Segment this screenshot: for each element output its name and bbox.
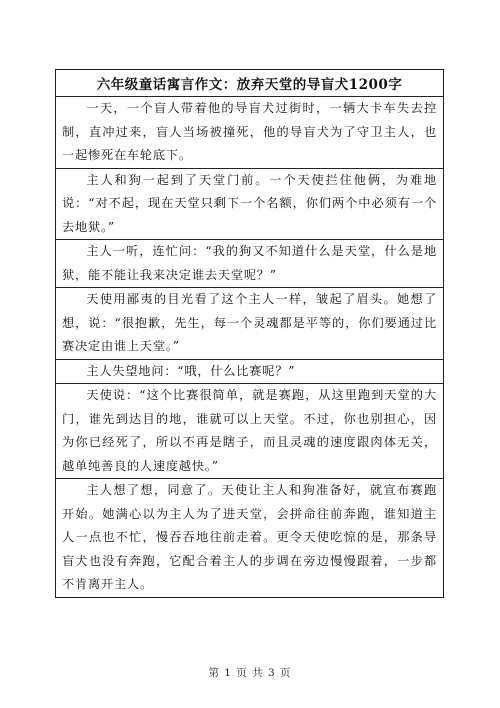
paragraph-7: 主人想了想，同意了。天使让主人和狗准备好，就宣布赛跑开始。她满心以为主人为了进天堂，会拼命往前奔跑，谁知道主人一点也不忙，慢吞吞地往前走着。更令天使吃惊的是，那条导盲犬也没有奔跑，它配合着主人的步调在旁边慢慢跟着，一步都不肯离开主人。 (62, 483, 437, 591)
page-number-footer: 第 1 页 共 3 页 (208, 667, 292, 679)
paragraph-4: 天使用鄙夷的目光看了这个主人一样，皱起了眉头。她想了想，说：“很抱歉，先生，每一个灵魂都是平等的，你们要通过比赛决定由谁上天堂。” (56, 288, 443, 360)
paragraph-3: 主人一听，连忙问：“我的狗又不知道什么是天堂，什么是地狱，能不能让我来决定谁去天堂呢？” (56, 240, 443, 288)
essay-title: 六年级童话寓言作文：放弃天堂的导盲犬1200字 (56, 70, 443, 97)
essay-table (55, 69, 444, 598)
paragraph-5: 主人失望地问：“哦，什么比赛呢？” (56, 360, 443, 385)
paragraph-1: 一天，一个盲人带着他的导盲犬过街时，一辆大卡车失去控制，直冲过来，盲人当场被撞死，他的导盲犬为了守卫主人，也一起惨死在车轮底下。 (56, 97, 443, 169)
paragraph-6: 天使说：“这个比赛很简单，就是赛跑，从这里跑到天堂的大门，谁先到达目的地，谁就可以上天堂。不过，你也别担心，因为你已经死了，所以不再是瞎子，而且灵魂的速度跟肉体无关，越单纯善良的人速度越快。” (56, 384, 443, 479)
paragraph-2: 主人和狗一起到了天堂门前。一个天使拦住他俩，为难地说：“对不起，现在天堂只剩下一个名额，你们两个中必须有一个去地狱。” (56, 169, 443, 241)
